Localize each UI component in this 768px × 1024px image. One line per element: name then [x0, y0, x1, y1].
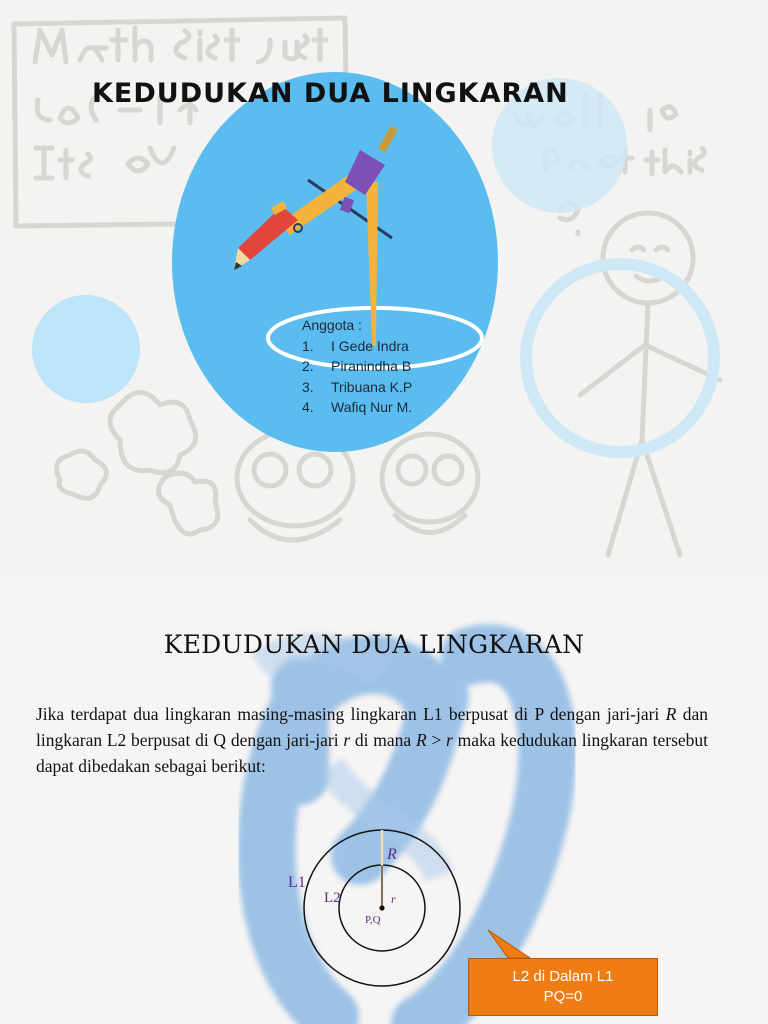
label-r: r — [391, 892, 396, 906]
list-number: 4. — [302, 399, 314, 415]
para-text: di mana — [350, 730, 416, 750]
callout-line2: PQ=0 — [543, 988, 583, 1005]
label-L1: L1 — [288, 874, 306, 891]
member-list-heading: Anggota : — [302, 317, 362, 333]
list-number: 3. — [302, 378, 314, 395]
member-list — [302, 315, 412, 418]
list-number: 1. — [302, 337, 314, 354]
para-text: > — [426, 730, 447, 750]
label-L2: L2 — [324, 890, 341, 906]
member-name: Wafiq Nur M. — [331, 399, 413, 415]
concentric-circles-diagram — [292, 818, 472, 998]
result-callout — [468, 958, 658, 1016]
callout-line1: L2 di Dalam L1 — [512, 968, 614, 985]
slide2-title: KEDUDUKAN DUA LINGKARAN — [163, 630, 585, 659]
label-R: R — [387, 846, 397, 863]
para-text: maka kedudukan lingkaran tersebut dapat dibedakan sebagai berikut: — [36, 730, 709, 776]
decor-circle-left — [32, 295, 140, 403]
list-number: 2. — [302, 358, 314, 374]
para-var-R: R — [665, 704, 677, 724]
para-var-r: r — [343, 730, 351, 750]
center-point — [379, 905, 384, 910]
para-text: Jika terdapat dua lingkaran masing-masing lingkaran L1 berpusat di P dengan jari-jari — [36, 704, 666, 724]
list-item — [302, 377, 412, 398]
decor-ring-right — [520, 258, 720, 458]
member-name: Piranindha B — [331, 358, 412, 374]
slide1-title: KEDUDUKAN DUA LINGKARAN — [92, 78, 569, 109]
para-text: dan lingkaran L2 berpusat di Q dengan jari-jari — [36, 704, 708, 750]
para-var-r: r — [446, 730, 453, 750]
description-paragraph — [36, 701, 708, 779]
list-item — [302, 397, 412, 418]
member-name: Tribuana K.P — [331, 378, 413, 395]
slide-content — [0, 576, 768, 1024]
list-item — [302, 336, 412, 357]
member-name: I Gede Indra — [331, 337, 409, 354]
para-var-R: R — [415, 730, 427, 750]
list-item — [302, 356, 412, 377]
label-center: P,Q — [365, 914, 381, 926]
